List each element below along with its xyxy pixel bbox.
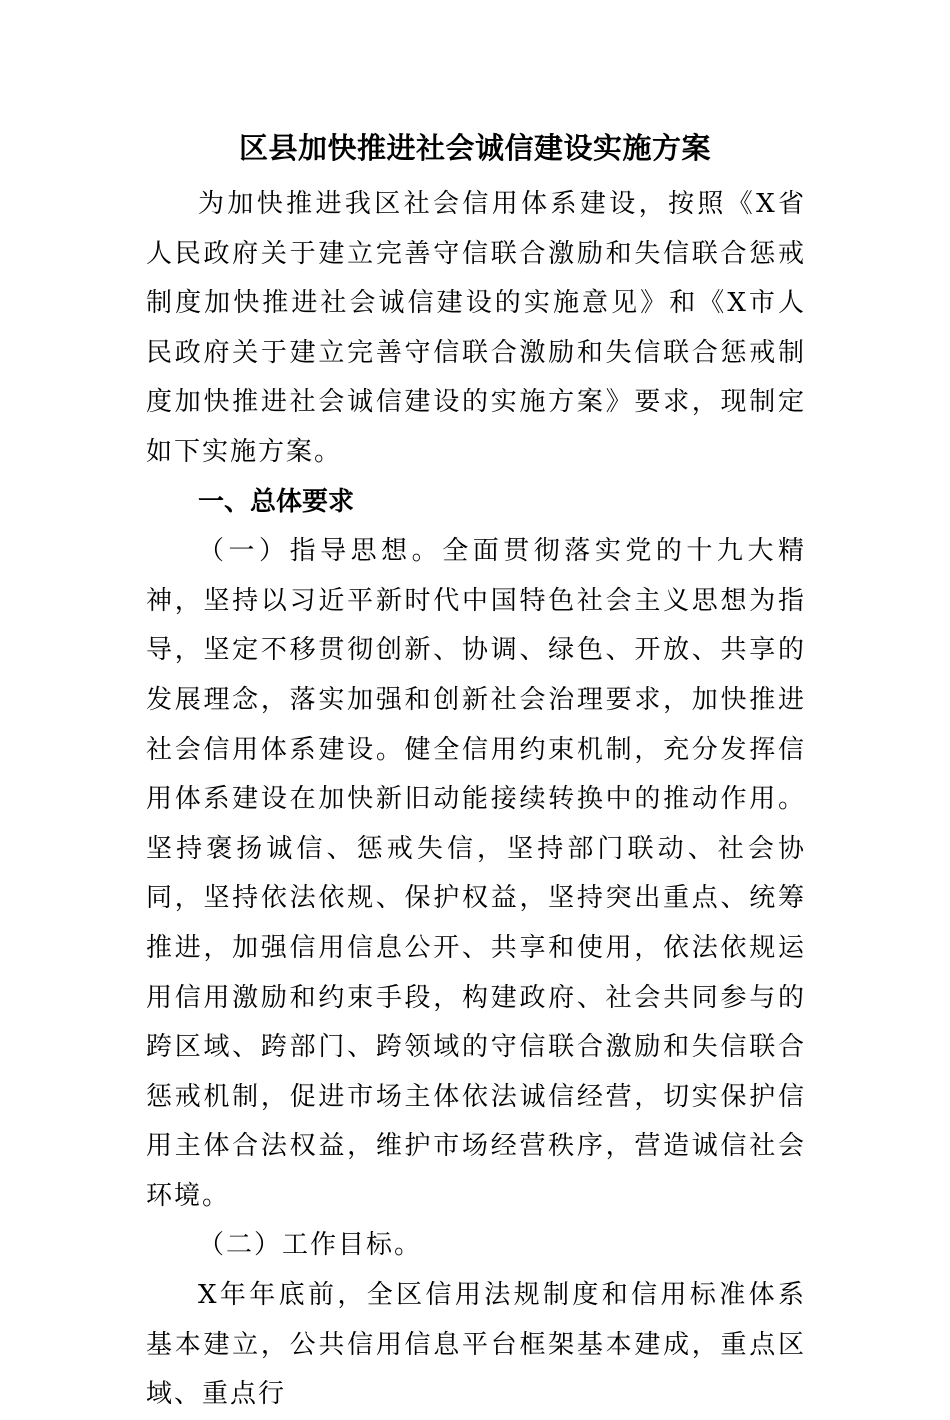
section-heading-general-requirements: 一、总体要求 — [198, 486, 355, 517]
work-goals-paragraph: X年年底前，全区信用法规制度和信用标准体系基本建立，公共信用信息平台框架基本建成，重点区域、重点行 — [146, 1280, 806, 1410]
document-title: 区县加快推进社会诚信建设实施方案 — [238, 131, 711, 165]
document-body — [146, 180, 806, 1420]
intro-paragraph: 为加快推进我区社会信用体系建设，按照《X省人民政府关于建立完善守信联合激励和失信联合惩戒制度加快推进社会诚信建设的实施意见》和《X市人民政府关于建立完善守信联合激励和失信联合惩戒制度加快推进社会诚信建设的实施方案》要求，现制定如下实施方案。 — [146, 189, 806, 467]
guiding-ideology-paragraph: （一）指导思想。全面贯彻落实党的十九大精神，坚持以习近平新时代中国特色社会主义思想为指导，坚定不移贯彻创新、协调、绿色、开放、共享的发展理念，落实加强和创新社会治理要求，加快推进社会信用体系建设。健全信用约束机制，充分发挥信用体系建设在加快新旧动能接续转换中的推动作用。坚持褒扬诚信、惩戒失信，坚持部门联动、社会协同，坚持依法依规、保护权益，坚持突出重点、统筹推进，加强信用信息公开、共享和使用，依法依规运用信用激励和约束手段，构建政府、社会共同参与的跨区域、跨部门、跨领域的守信联合激励和失信联合惩戒机制，促进市场主体依法诚信经营，切实保护信用主体合法权益，维护市场经营秩序，营造诚信社会环境。 — [146, 536, 806, 1211]
work-goals-heading: （二）工作目标。 — [198, 1230, 423, 1261]
